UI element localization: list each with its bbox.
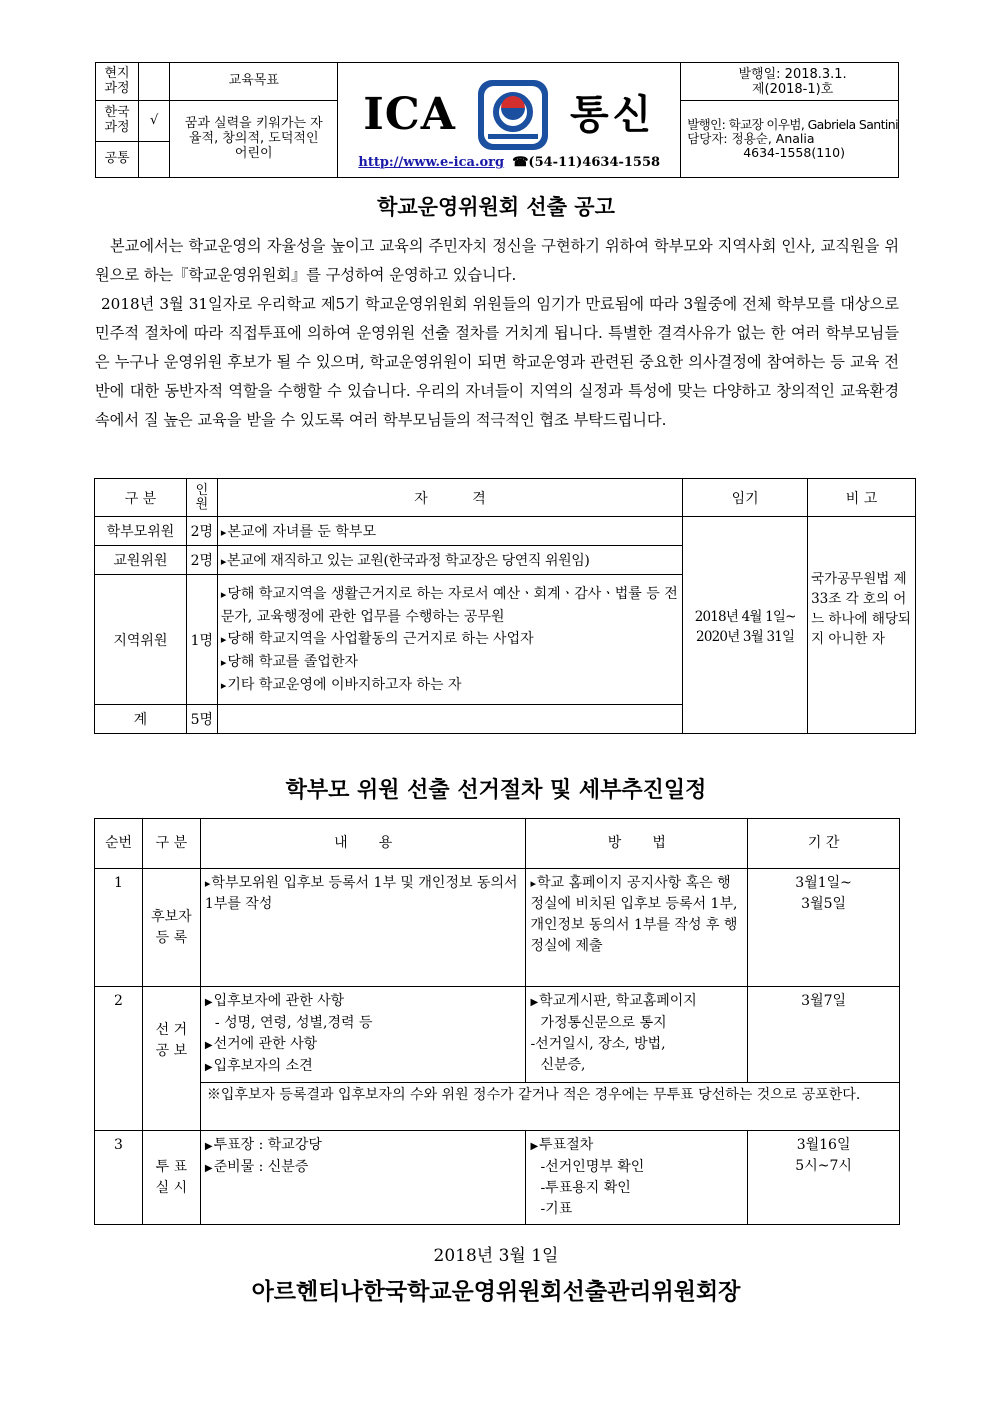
row-content xyxy=(200,987,526,1083)
method-item: -선거일시, 장소, 방법, xyxy=(530,1036,666,1052)
track-check-korean: √ xyxy=(139,101,170,141)
th-category: 구 분 xyxy=(142,819,200,869)
method-item: ▶ 투표절차 xyxy=(530,1135,743,1157)
table-row xyxy=(95,517,916,546)
track-label-common: 공통 xyxy=(96,141,139,177)
row-method xyxy=(526,1131,748,1225)
qualification-item: ▸ 당해 학교지역을 사업활동의 근거지로 하는 사업자 xyxy=(221,628,679,651)
term-cell: 2018년 4월 1일~ 2020년 3월 31일 xyxy=(683,517,808,734)
qualification-item: ▸ 기타 학교운영에 이바지하고자 하는 자 xyxy=(221,674,679,697)
issue-number: 제(2018-1)호 xyxy=(751,81,834,97)
row-count: 2명 xyxy=(186,546,217,575)
school-logo-icon xyxy=(474,76,552,154)
row-count: 1명 xyxy=(186,575,217,705)
notice-title: 학교운영위원회 선출 공고 xyxy=(377,194,615,219)
th-period: 기 간 xyxy=(748,819,900,869)
row-category: 교원위원 xyxy=(95,546,187,575)
notice-paragraph-2: 2018년 3월 31일자로 우리학교 제5기 학교운영위원회 위원들의 임기가 만료됨에 따라 3월중에 전체 학부모를 대상으로 민주적 절차에 따라 직접투표에 의하여 운영위원 선출 절차를 거치게 됩니다. 특별한 결격사유가 없는 한 여러 학부모님들은 누구나 운영위원 후보가 될 수 있으며, 학교운영위원이 되면 학교운영과 관련된 중요한 의사결정에 참여하는 등 교육 전반에 대한 동반자적 역할을 수행할 수 있습니다. 우리의 자녀들이 지역의 실정과 특성에 맞는 다양하고 창의적인 교육환경 속에서 질 높은 교육을 받을 수 있도록 여러 학부모님들의 적극적인 협조 부탁드립니다. xyxy=(95,295,899,429)
table-row xyxy=(95,987,900,1083)
total-count: 5명 xyxy=(186,705,217,734)
contact-person: 담당자: 정용순, Analia xyxy=(687,130,815,146)
contact-phone: 4634-1558(110) xyxy=(743,145,845,161)
row-content xyxy=(200,869,526,987)
row-period: 3월7일 xyxy=(748,987,900,1083)
footer-date: 2018년 3월 1일 xyxy=(433,1246,559,1266)
track-label-local: 현지 과정 xyxy=(96,63,139,101)
issue-date: 발행일: 2018.3.1. xyxy=(738,66,847,82)
row-category: 투 표 실 시 xyxy=(142,1131,200,1225)
method-item: -기표 xyxy=(540,1201,573,1217)
row-category: 지역위원 xyxy=(95,575,187,705)
total-empty xyxy=(217,705,682,734)
notice-body xyxy=(95,232,899,435)
th-count: 인 원 xyxy=(186,479,217,517)
row-qualification xyxy=(217,517,682,546)
newsletter-header xyxy=(95,62,899,178)
th-remark: 비 고 xyxy=(808,479,916,517)
remark-cell: 국가공무원법 제33조 각 호의 어느 하나에 해당되지 아니한 자 xyxy=(808,517,916,734)
masthead xyxy=(338,63,681,178)
table-row xyxy=(95,1131,900,1225)
content-item: ▶ 투표장 : 학교강당 xyxy=(205,1135,522,1157)
committee-composition-table xyxy=(94,478,916,734)
newsletter-name: 통신 xyxy=(569,91,656,138)
phone-number: ☎(54-11)4634-1558 xyxy=(512,155,661,171)
content-item: ▶ 입후보자에 관한 사항 xyxy=(205,991,522,1013)
row-note: ※입후보자 등록결과 입후보자의 수와 위원 정수가 같거나 적은 경우에는 무투표 당선하는 것으로 공포한다. xyxy=(200,1083,899,1131)
row-method xyxy=(526,869,748,987)
method-item: 가정통신문으로 통지 xyxy=(540,1015,667,1031)
row-period: 3월1일~ 3월5일 xyxy=(748,869,900,987)
method-item: ▸ 학교 홈페이지 공지사항 혹은 행정실에 비치된 입후보 등록서 1부, 개인정보 동의서 1부를 작성 후 행정실에 제출 xyxy=(530,873,743,957)
row-category: 선 거 공 보 xyxy=(142,987,200,1131)
row-category: 후보자 등 록 xyxy=(142,869,200,987)
row-method xyxy=(526,987,748,1083)
qualification-item: ▸ 본교에 자녀를 둔 학부모 xyxy=(221,521,679,541)
th-no: 순번 xyxy=(95,819,143,869)
track-check-common xyxy=(139,141,170,177)
row-number: 1 xyxy=(95,869,143,987)
th-method: 방 법 xyxy=(526,819,748,869)
row-qualification xyxy=(217,575,682,705)
content-item: ▶ 선거에 관한 사항 xyxy=(205,1034,522,1056)
qualification-item: ▸ 본교에 재직하고 있는 교원(한국과정 학교장은 당연직 위원임) xyxy=(221,550,679,570)
content-item: - 성명, 연령, 성별,경력 등 xyxy=(214,1015,373,1031)
election-schedule-table xyxy=(94,818,900,1225)
qualification-item: ▸ 당해 학교지역을 생활근거지로 하는 자로서 예산ㆍ회계ㆍ감사ㆍ법률 등 전문가, 교육행정에 관한 업무를 수행하는 공무원 xyxy=(221,583,679,628)
content-item: ▶ 준비물 : 신분증 xyxy=(205,1157,522,1179)
method-item: ▶ 학교게시판, 학교홈페이지 xyxy=(530,991,743,1013)
track-check-local xyxy=(139,63,170,101)
notice-paragraph-1: 본교에서는 학교운영의 자율성을 높이고 교육의 주민자치 정신을 구현하기 위하여 학부모와 지역사회 인사, 교직원을 위원으로 하는『학교운영위원회』를 구성하여 운영하고 있습니다. xyxy=(95,237,899,284)
table-row xyxy=(95,869,900,987)
method-item: -투표용지 확인 xyxy=(540,1180,631,1196)
footer-signature: 아르헨티나한국학교운영위원회선출관리위원회장 xyxy=(251,1278,741,1305)
qualification-item: ▸ 당해 학교를 졸업한자 xyxy=(221,651,679,674)
website-link[interactable]: http://www.e-ica.org xyxy=(358,155,505,171)
th-qualification: 자 격 xyxy=(217,479,682,517)
issue-info xyxy=(681,63,899,101)
content-item: ▸ 학부모위원 입후보 등록서 1부 및 개인정보 동의서 1부를 작성 xyxy=(205,873,522,915)
content-item: ▶ 입후보자의 소견 xyxy=(205,1056,522,1078)
row-count: 2명 xyxy=(186,517,217,546)
table-note-row xyxy=(95,1083,900,1131)
schedule-title: 학부모 위원 선출 선거절차 및 세부추진일정 xyxy=(285,777,707,803)
row-qualification xyxy=(217,546,682,575)
goal-text: 꿈과 실력을 키워가는 자율적, 창의적, 도덕적인 어린이 xyxy=(170,101,338,178)
th-term: 임기 xyxy=(683,479,808,517)
method-item: -선거인명부 확인 xyxy=(540,1159,645,1175)
brand-text: ICA xyxy=(363,88,456,140)
th-content: 내 용 xyxy=(200,819,526,869)
row-content xyxy=(200,1131,526,1225)
publisher-info xyxy=(681,101,899,178)
goal-label: 교육목표 xyxy=(170,63,338,101)
row-category: 학부모위원 xyxy=(95,517,187,546)
track-label-korean: 한국 과정 xyxy=(96,101,139,141)
th-category: 구 분 xyxy=(95,479,187,517)
row-number: 2 xyxy=(95,987,143,1131)
publisher: 발행인: 학교장 이우범, Gabriela Santini xyxy=(687,116,898,132)
row-period: 3월16일 5시~7시 xyxy=(748,1131,900,1225)
total-label: 계 xyxy=(95,705,187,734)
row-number: 3 xyxy=(95,1131,143,1225)
method-item: 신분증, xyxy=(540,1057,586,1073)
